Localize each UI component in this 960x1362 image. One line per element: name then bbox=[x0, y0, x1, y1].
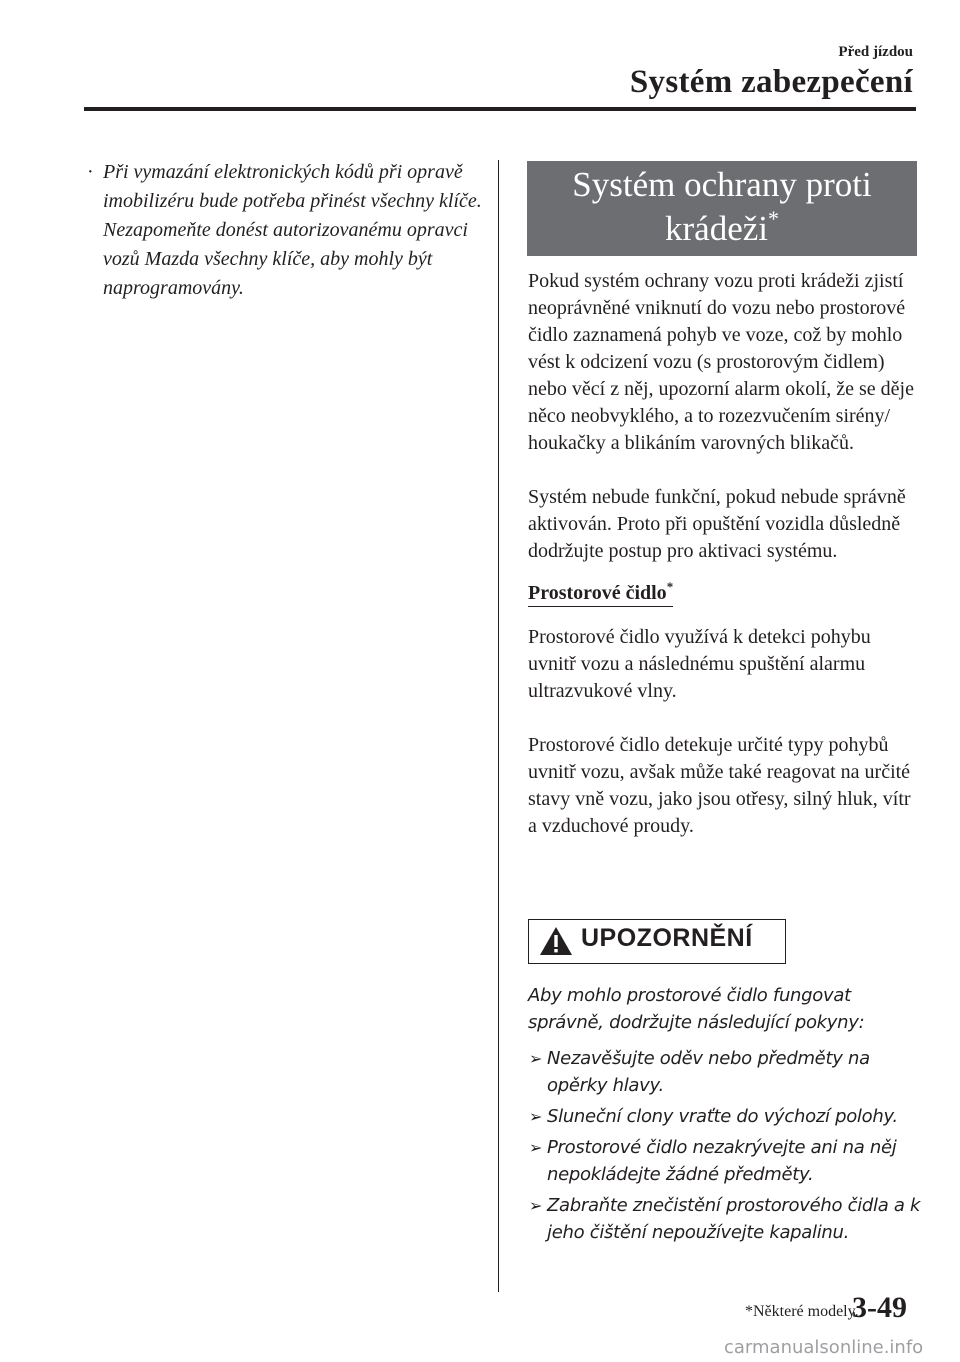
bullet-item bbox=[84, 158, 484, 303]
bullet-dot-icon: · bbox=[87, 161, 94, 183]
activation-paragraph: Systém nebude funkční, pokud nebude správně aktivován. Proto při opuštění vozidla důsledně dodržujte postup pro aktivaci systému. bbox=[528, 486, 906, 562]
sensor-detection-paragraph: Prostorové čidlo detekuje určité typy pohybů uvnitř vozu, avšak může také reagovat na určité stavy vně vozu, jako jsou otřesy, silný hluk, vítr a vzduchové proudy. bbox=[528, 734, 911, 837]
warning-triangle-icon bbox=[539, 926, 573, 956]
caution-intro: Aby mohlo prostorové čidlo fungovat správně, dodržujte následující pokyny: bbox=[528, 985, 865, 1033]
left-column bbox=[84, 158, 484, 303]
subheading-asterisk: * bbox=[666, 579, 674, 594]
chapter-label: Před jízdou bbox=[838, 44, 913, 60]
caution-item-text: Zabraňte znečistění prostorového čidla a k jeho čištění nepoužívejte kapalinu. bbox=[547, 1195, 921, 1243]
arrow-right-icon: ➢ bbox=[529, 1196, 543, 1215]
footnote: *Některé modely. bbox=[745, 1303, 859, 1320]
banner-asterisk: * bbox=[767, 206, 779, 231]
subheading-text: Prostorové čidlo bbox=[528, 582, 667, 604]
banner-title-word: krádeži bbox=[665, 209, 768, 248]
subheading-wrap bbox=[528, 579, 916, 607]
header-rule bbox=[84, 107, 916, 111]
caution-block bbox=[528, 982, 923, 1250]
caution-item bbox=[528, 1192, 923, 1246]
caution-item bbox=[528, 1134, 923, 1188]
banner-title-line1: Systém ochrany proti bbox=[572, 165, 872, 204]
right-column bbox=[528, 161, 916, 840]
warning-label: UPOZORNĚNÍ bbox=[581, 924, 753, 952]
sensor-paragraph: Prostorové čidlo využívá k detekci pohybu uvnitř vozu a následnému spuštění alarmu ultrazvukové vlny. bbox=[528, 626, 871, 702]
page-number: 3-49 bbox=[852, 1291, 907, 1324]
caution-item bbox=[528, 1045, 923, 1099]
subheading bbox=[528, 579, 674, 607]
arrow-right-icon: ➢ bbox=[529, 1107, 543, 1126]
section-banner bbox=[527, 161, 917, 256]
section-title: Systém zabezpečení bbox=[629, 64, 913, 100]
caution-item-text: Prostorové čidlo nezakrývejte ani na něj nepokládejte žádné předměty. bbox=[547, 1137, 897, 1185]
arrow-right-icon: ➢ bbox=[529, 1138, 543, 1157]
caution-item bbox=[528, 1103, 923, 1130]
watermark: carmanualsonline.info bbox=[724, 1337, 924, 1358]
column-divider bbox=[498, 160, 499, 1292]
arrow-right-icon: ➢ bbox=[529, 1049, 543, 1068]
banner-title-line2 bbox=[527, 207, 917, 251]
intro-paragraph: Pokud systém ochrany vozu proti krádeži zjistí neoprávněné vniknutí do vozu nebo prostorové čidlo zaznamená pohyb ve voze, což by mohlo vést k odcizení vozu (s prostorovým čidlem) nebo věcí z něj, upozorní alarm okolí, že se děje něco neobvyklého, a to rozezvučením sirény/ houkačky a blikáním varovných blikačů. bbox=[528, 270, 914, 454]
caution-item-text: Sluneční clony vraťte do výchozí polohy. bbox=[547, 1106, 898, 1127]
warning-box bbox=[528, 919, 786, 964]
caution-item-text: Nezavěšujte oděv nebo předměty na opěrky hlavy. bbox=[547, 1048, 870, 1096]
bullet-text: Při vymazání elektronických kódů při opravě imobilizéru bude potřeba přinést všechny klíče. Nezapomeňte donést autorizovanému opravci vozů Mazda všechny klíče, aby mohly být naprogramovány. bbox=[103, 161, 482, 299]
